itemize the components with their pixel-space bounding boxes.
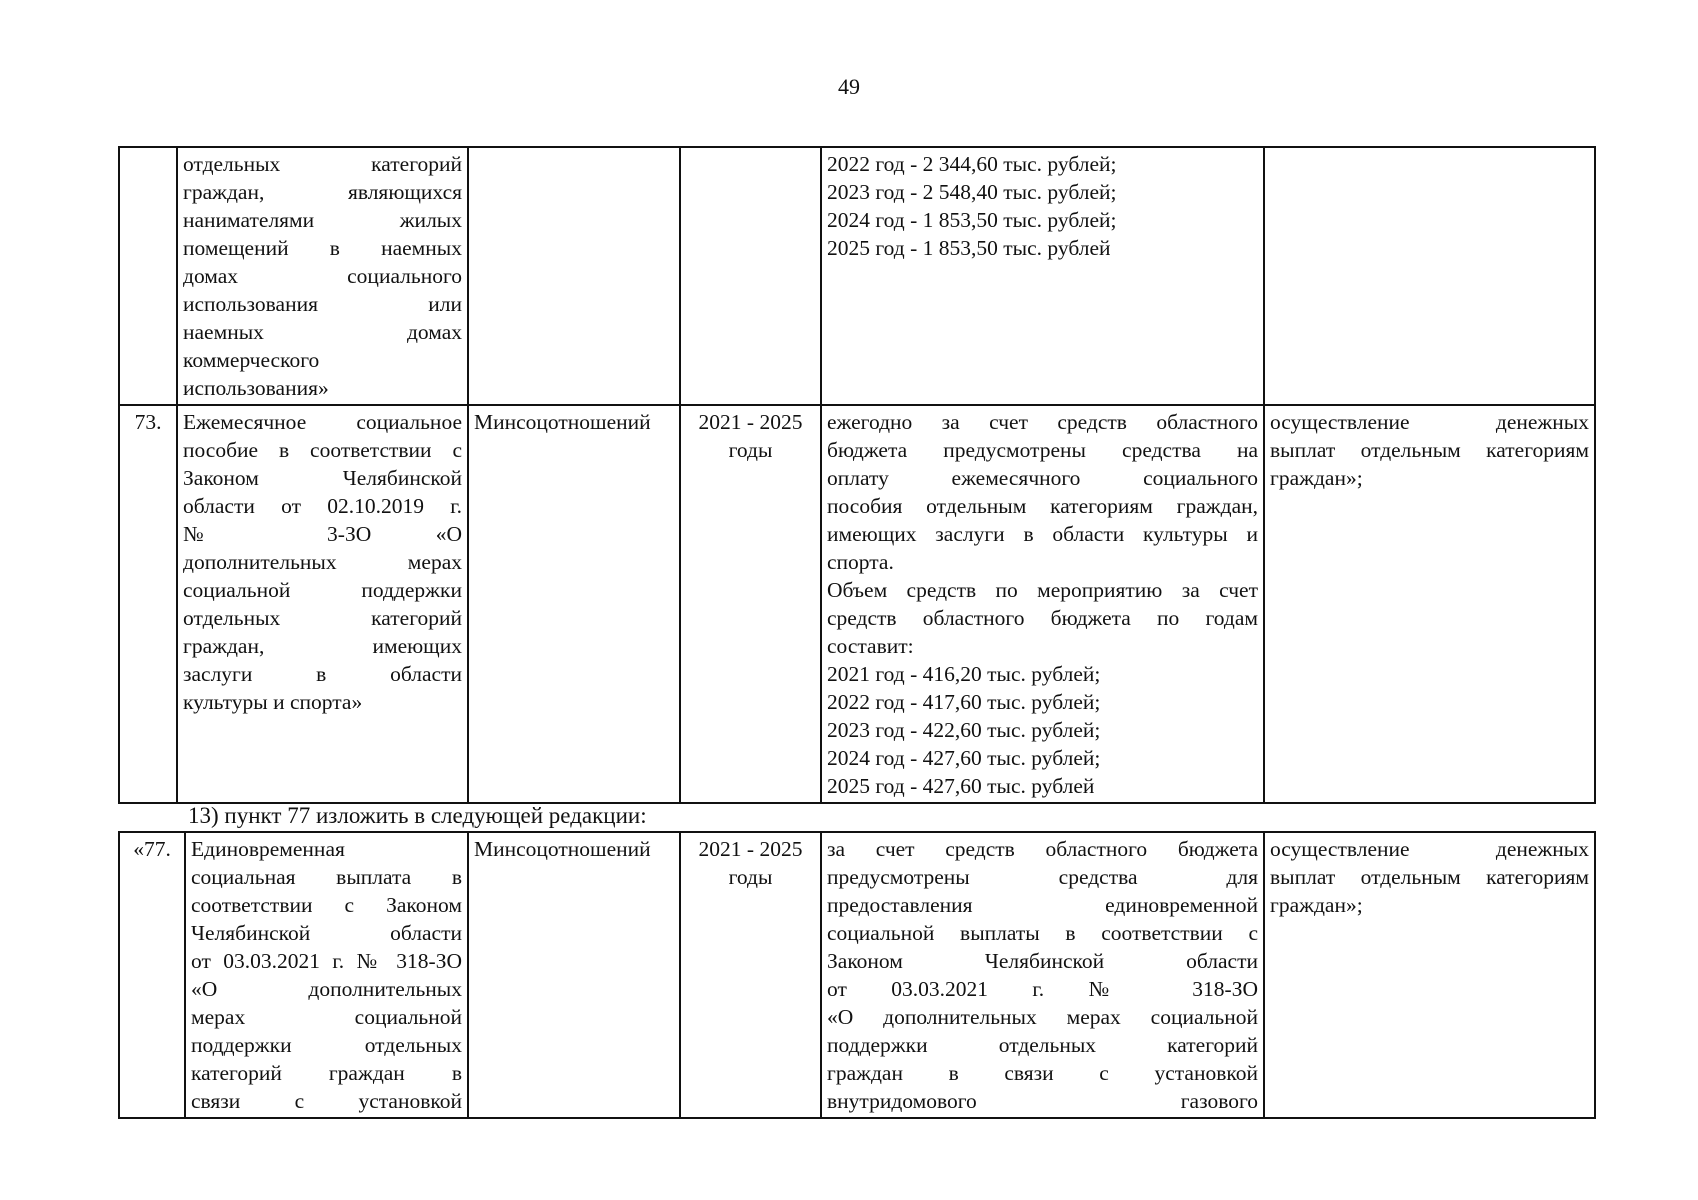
text-line: дополнительных мерах <box>183 550 462 574</box>
text-line: от 03.03.2021 г. № 318-ЗО <box>827 977 1258 1001</box>
text-line: 2021 - 2025 <box>698 410 803 434</box>
measure-name-cell <box>177 405 468 803</box>
text-line: культуры и спорта» <box>183 690 363 714</box>
period-cell <box>680 147 821 405</box>
text-line: внутридомового газового <box>827 1089 1258 1113</box>
text-line: граждан, являющихся <box>183 180 462 204</box>
text-line: коммерческого <box>183 348 320 372</box>
table-row <box>119 832 1595 1118</box>
text-line: помещений в наемных <box>183 236 462 260</box>
period-cell <box>680 405 821 803</box>
text-line: годы <box>728 865 773 889</box>
text-line: за счет средств областного бюджета <box>827 837 1258 861</box>
text-line: домах социального <box>183 264 462 288</box>
measure-name-cell <box>185 832 468 1118</box>
amendment-instruction: 13) пункт 77 изложить в следующей редакции: <box>188 803 647 828</box>
text-line: пособия отдельным категориям граждан, <box>827 494 1258 518</box>
text-line: 2023 год - 2 548,40 тыс. рублей; <box>827 180 1117 204</box>
text-line: заслуги в области <box>183 662 462 686</box>
text-line: области от 02.10.2019 г. <box>183 494 462 518</box>
text-line: социальной выплаты в соответствии с <box>827 921 1258 945</box>
executor-cell: Минсоцотношений <box>468 832 680 1118</box>
text-line: граждан, имеющих <box>183 634 462 658</box>
text-line: средств областного бюджета по годам <box>827 606 1258 630</box>
text-line: ежегодно за счет средств областного <box>827 410 1258 434</box>
text-line: нанимателями жилых <box>183 208 462 232</box>
page-number: 49 <box>838 74 860 99</box>
result-cell <box>1264 405 1595 803</box>
text-line: 2022 год - 2 344,60 тыс. рублей; <box>827 152 1117 176</box>
text-line: выплат отдельным категориям <box>1270 438 1589 462</box>
text-line: использования» <box>183 376 329 400</box>
text-line: бюджета предусмотрены средства на <box>827 438 1258 462</box>
text-line: поддержки отдельных <box>191 1033 462 1057</box>
text-line: имеющих заслуги в области культуры и <box>827 522 1258 546</box>
text-line: Единовременная <box>191 837 345 861</box>
text-line: категорий граждан в <box>191 1061 462 1085</box>
text-line: 2021 год - 416,20 тыс. рублей; <box>827 662 1101 686</box>
program-table-continuation <box>118 146 1596 804</box>
text-line: 2021 - 2025 <box>698 837 803 861</box>
text-line: 2025 год - 1 853,50 тыс. рублей <box>827 236 1111 260</box>
text-line: связи с установкой <box>191 1089 462 1113</box>
result-cell <box>1264 147 1595 405</box>
result-cell <box>1264 832 1595 1118</box>
text-line: 2022 год - 417,60 тыс. рублей; <box>827 690 1101 714</box>
text-line: использования или <box>183 292 462 316</box>
text-line: предусмотрены средства для <box>827 865 1258 889</box>
text-line: Законом Челябинской <box>183 466 462 490</box>
text-line: отдельных категорий <box>183 606 462 630</box>
text-line: граждан»; <box>1270 893 1363 917</box>
funding-cell <box>821 832 1264 1118</box>
text-line: соответствии с Законом <box>191 893 462 917</box>
period-cell <box>680 832 821 1118</box>
text-line: 2024 год - 427,60 тыс. рублей; <box>827 746 1101 770</box>
text-line: «О дополнительных мерах социальной <box>827 1005 1258 1029</box>
text-line: Законом Челябинской области <box>827 949 1258 973</box>
text-line: Объем средств по мероприятию за счет <box>827 578 1258 602</box>
text-line: социальная выплата в <box>191 865 462 889</box>
text-line: пособие в соответствии с <box>183 438 462 462</box>
text-line: осуществление денежных <box>1270 410 1589 434</box>
row-number <box>119 147 177 405</box>
text-line: выплат отдельным категориям <box>1270 865 1589 889</box>
text-line: 2024 год - 1 853,50 тыс. рублей; <box>827 208 1117 232</box>
table-row <box>119 147 1595 405</box>
executor-cell <box>468 147 680 405</box>
measure-name-cell <box>177 147 468 405</box>
text-line: предоставления единовременной <box>827 893 1258 917</box>
text-line: от 03.03.2021 г. № 318-ЗО <box>191 949 462 973</box>
text-line: мерах социальной <box>191 1005 462 1029</box>
text-line: «О дополнительных <box>191 977 462 1001</box>
text-line: годы <box>728 438 773 462</box>
text-line: поддержки отдельных категорий <box>827 1033 1258 1057</box>
text-line: осуществление денежных <box>1270 837 1589 861</box>
program-table-amendment <box>118 831 1596 1119</box>
funding-cell <box>821 405 1264 803</box>
text-line: составит: <box>827 634 914 658</box>
text-line: оплату ежемесячного социального <box>827 466 1258 490</box>
text-line: социальной поддержки <box>183 578 462 602</box>
text-line: спорта. <box>827 550 894 574</box>
text-line: отдельных категорий <box>183 152 462 176</box>
text-line: Ежемесячное социальное <box>183 410 462 434</box>
row-number: «77. <box>119 832 185 1118</box>
row-number: 73. <box>119 405 177 803</box>
text-line: граждан»; <box>1270 466 1363 490</box>
executor-cell: Минсоцотношений <box>468 405 680 803</box>
text-line: № 3-ЗО «О <box>183 522 462 546</box>
text-line: граждан в связи с установкой <box>827 1061 1258 1085</box>
text-line: Челябинской области <box>191 921 462 945</box>
text-line: 2023 год - 422,60 тыс. рублей; <box>827 718 1101 742</box>
text-line: 2025 год - 427,60 тыс. рублей <box>827 774 1095 798</box>
text-line: наемных домах <box>183 320 462 344</box>
table-row <box>119 405 1595 803</box>
funding-cell <box>821 147 1264 405</box>
